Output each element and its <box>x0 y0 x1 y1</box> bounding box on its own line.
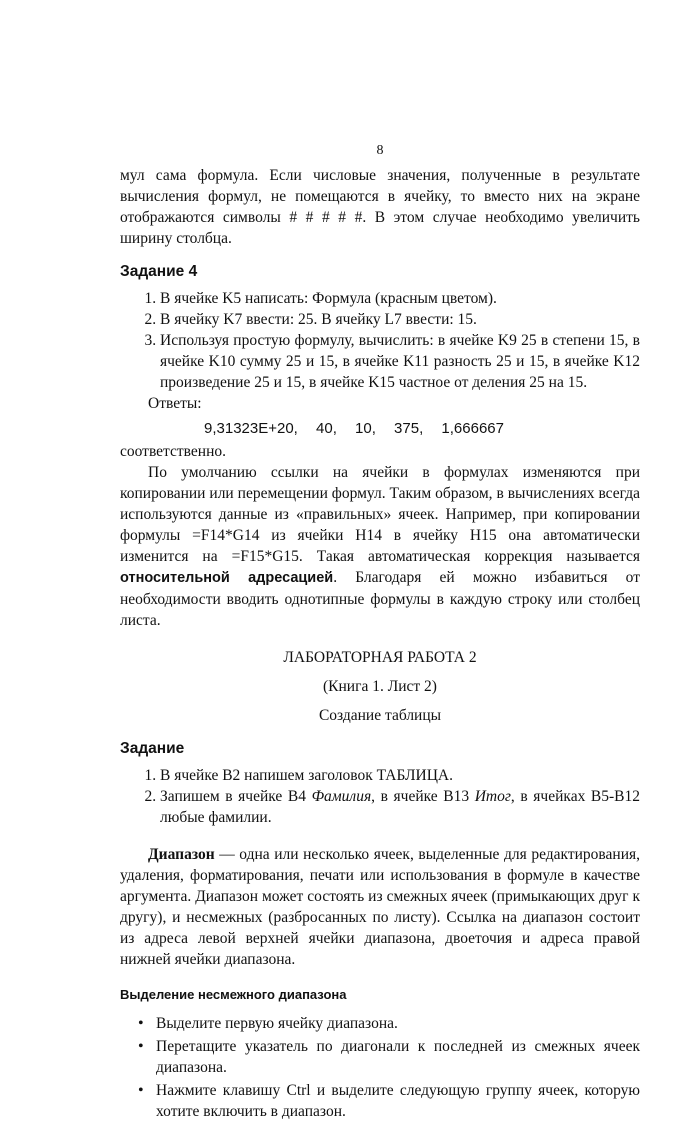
task4-list <box>120 288 640 393</box>
task-item-1: 1. В ячейке B2 напишем заголовок ТАБЛИЦА. <box>160 765 640 786</box>
task4-item-3: 3. Используя простую формулу, вычислить: в ячейке K9 25 в степени 15, в ячейке K10 сумму 25 и 15, в ячейке K11 разность 25 и 15, в ячейке K12 произведение 25 и 15, в ячейке K15 частное от деления 25 на 15. <box>160 330 640 393</box>
relative-addressing-paragraph <box>120 462 640 631</box>
relative-addressing-term: относительной адресацией <box>120 570 334 586</box>
task-item-2-part3: , в ячейках B5-B12 любые фамилии. <box>160 788 641 826</box>
lab-title: ЛАБОРАТОРНАЯ РАБОТА 2 <box>283 649 477 666</box>
task-item-2-part1: Запишем в ячейке B4 <box>160 788 312 805</box>
task4-item-1: 1. В ячейке K5 написать: Формула (красным цветом). <box>160 288 640 309</box>
nonadjacent-item-3: • Нажмите клавишу Ctrl и выделите следующую группу ячеек, которую хотите включить в диапазон. <box>138 1080 640 1122</box>
document-page <box>120 140 640 1124</box>
task4-heading: Задание 4 <box>120 263 198 280</box>
nonadjacent-item-2: • Перетащите указатель по диагонали к последней из смежных ячеек диапазона. <box>138 1036 640 1078</box>
intro-paragraph: мул сама формула. Если числовые значения, полученные в результате вычисления формул, не помещаются в ячейку, то вместо них на экране отображаются символы # # # # #. В этом случае необходимо увеличить ширину столбца. <box>120 167 640 247</box>
answers-after: соответственно. <box>120 443 226 460</box>
answers-label: Ответы: <box>148 395 202 412</box>
task-heading: Задание <box>120 740 185 757</box>
answers-values: 9,31323E+20, 40, 10, 375, 1,666667 <box>204 420 504 437</box>
lab-subtitle-2: Создание таблицы <box>318 707 442 724</box>
nonadjacent-item-1: • Выделите первую ячейку диапазона. <box>138 1013 640 1034</box>
range-paragraph <box>120 844 640 970</box>
nonadjacent-heading: Выделение несмежного диапазона <box>120 987 347 1002</box>
task4-item-2: 2. В ячейку K7 ввести: 25. В ячейку L7 ввести: 15. <box>160 309 640 330</box>
task-item-2-em1: Фамилия <box>311 788 372 805</box>
relative-text-after: . Благодаря ей можно избавиться от необходимости вводить однотипные формулы в каждую строку или столбец листа. <box>120 569 640 629</box>
task-list <box>120 765 640 828</box>
range-text: — одна или несколько ячеек, выделенные для редактирования, удаления, форматирования, печати или использования в формуле в качестве аргумента. Диапазон может состоять из смежных ячеек (примыкающих друг к другу), и несмежных (разбросанных по листу). Ссылка на диапазон состоит из адреса левой верхней ячейки диапазона, двоеточия и адреса правой нижней ячейки диапазона. <box>120 846 640 968</box>
task-item-2-part2: , в ячейке B13 <box>371 788 475 805</box>
task-item-2-em2: Итог <box>474 788 511 805</box>
task-item-2 <box>160 786 640 828</box>
relative-text-before: По умолчанию ссылки на ячейки в формулах изменяются при копировании или перемещении формул. Таким образом, в вычислениях всегда используются данные из «правильных» ячеек. Например, при копировании формулы =F14*G14 из ячейки H14 в ячейку H15 она автоматически изменится на =F15*G15. Такая автоматическая коррекция называется <box>120 464 640 565</box>
page-number: 8 <box>376 143 384 158</box>
range-term: Диапазон <box>148 846 215 863</box>
nonadjacent-list <box>120 1013 640 1122</box>
lab-subtitle: (Книга 1. Лист 2) <box>323 678 437 695</box>
